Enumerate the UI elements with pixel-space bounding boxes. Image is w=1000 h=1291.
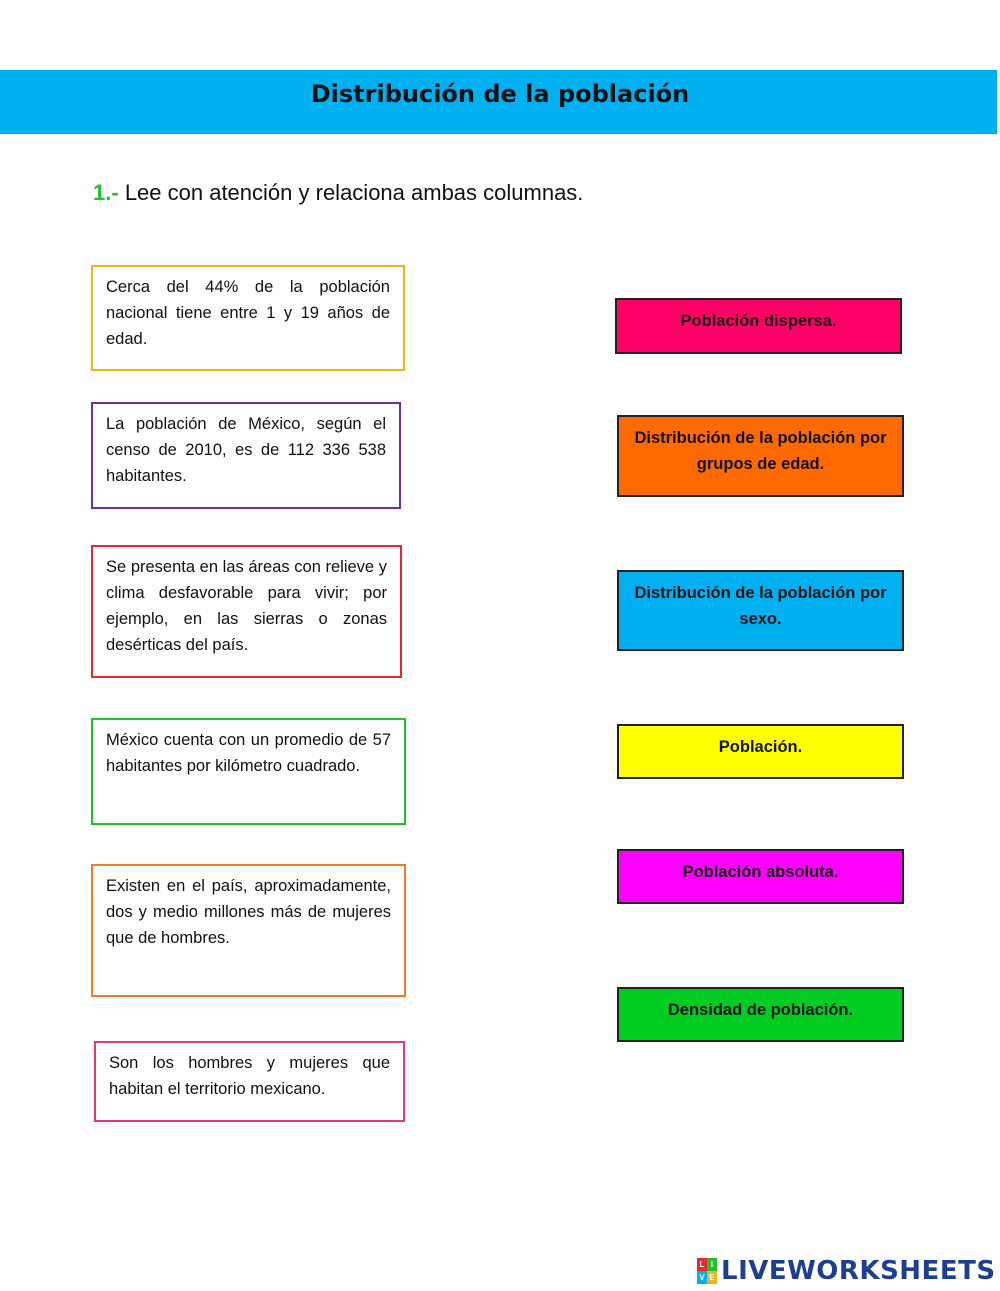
statement-box-5[interactable] (91, 864, 406, 997)
concept-box-2[interactable] (617, 415, 904, 497)
instruction-number: 1.- (93, 180, 119, 205)
statement-text: La población de México, según el censo de 2010, es de 112 336 538 habitantes. (106, 415, 386, 485)
logo-text: LIVEWORKSHEETS (721, 1256, 996, 1286)
statement-text: Cerca del 44% de la población nacional tiene entre 1 y 19 años de edad. (106, 278, 390, 348)
statement-box-6[interactable] (94, 1041, 405, 1122)
concept-box-4[interactable] (617, 724, 904, 779)
concept-label: Densidad de población. (667, 1001, 854, 1019)
statement-text: Existen en el país, aproximadamente, dos y medio millones más de mujeres que de hombres. (106, 877, 391, 947)
logo-mark-icon: L I V E (697, 1258, 717, 1284)
concept-box-1[interactable] (615, 298, 902, 354)
concept-label: Población absoluta. (682, 863, 839, 881)
statement-box-1[interactable] (91, 265, 405, 371)
concept-box-6[interactable] (617, 987, 904, 1042)
statement-text: México cuenta con un promedio de 57 habitantes por kilómetro cuadrado. (106, 731, 391, 775)
statement-text: Se presenta en las áreas con relieve y clima desfavorable para vivir; por ejemplo, en las sierras o zonas desérticas del país. (106, 558, 387, 654)
concept-label: Distribución de la población por grupos de edad. (634, 429, 887, 473)
concept-label: Población dispersa. (680, 312, 837, 330)
liveworksheets-logo (697, 1255, 996, 1287)
concept-box-3[interactable] (617, 570, 904, 651)
concept-label: Población. (718, 738, 803, 756)
instruction (93, 180, 583, 206)
statement-box-3[interactable] (91, 545, 402, 678)
statement-text: Son los hombres y mujeres que habitan el territorio mexicano. (109, 1054, 390, 1098)
concept-box-5[interactable] (617, 849, 904, 904)
page-title: Distribución de la población (310, 80, 690, 108)
statement-box-2[interactable] (91, 402, 401, 509)
concept-label: Distribución de la población por sexo. (634, 584, 887, 628)
statement-box-4[interactable] (91, 718, 406, 825)
instruction-text: Lee con atención y relaciona ambas columnas. (124, 180, 584, 205)
